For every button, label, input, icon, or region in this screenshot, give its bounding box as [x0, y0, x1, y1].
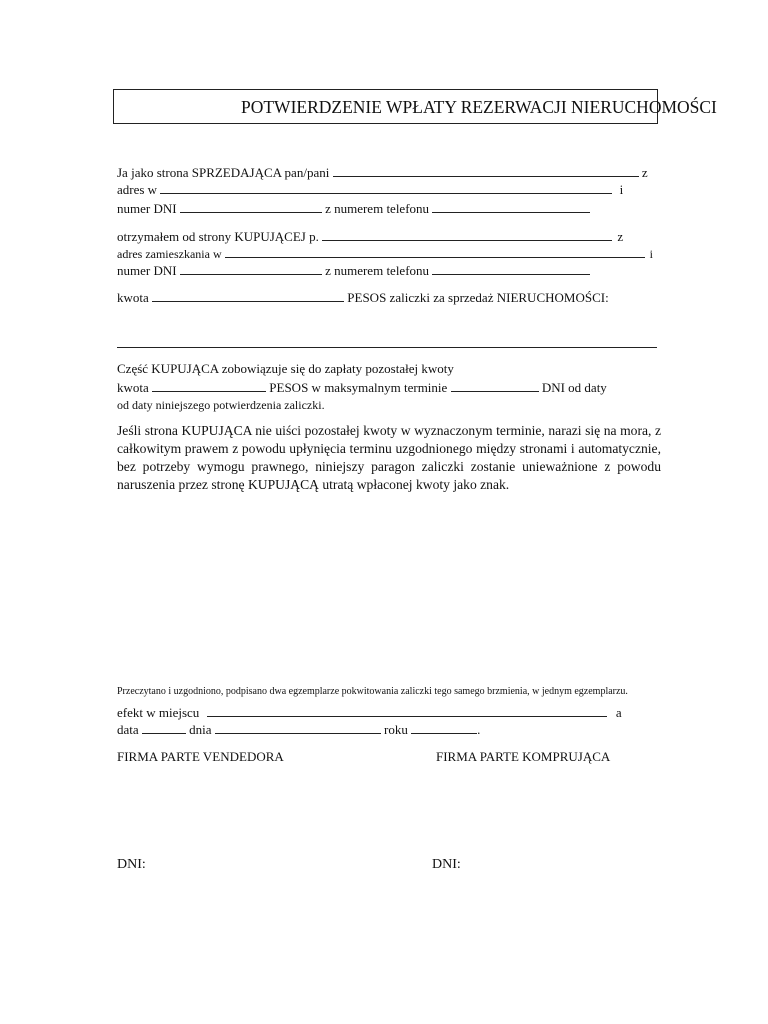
seller-line-3 [117, 200, 590, 217]
amount-suffix: PESOS zaliczki za sprzedaż NIERUCHOMOŚCI: [347, 290, 609, 305]
signing-day-field[interactable] [215, 721, 381, 734]
signing-note: Przeczytano i uzgodniono, podpisano dwa egzemplarze pokwitowania zaliczki tego samego brzmienia, w jednym egzemplarzu. [117, 686, 628, 697]
seller-signature-label: FIRMA PARTE VENDEDORA [117, 749, 284, 764]
buyer-line-3 [117, 262, 590, 279]
signing-date-label: data [117, 722, 139, 737]
buyer-dni-signature: DNI: [432, 857, 461, 872]
penalty-clause: Jeśli strona KUPUJĄCA nie uiści pozostałej kwoty w wyznaczonym terminie, narazi się na mora, z całkowitym prawem z powodu upłynięcia terminu uzgodnionego między stronami i automatycznie, bez potrzeby wymogu prawnego, niniejszy paragon zaliczki zostanie unieważnione z powodu naruszenia przez stronę KUPUJĄCĄ utratą wpłaconej kwoty jako znak. [117, 423, 661, 492]
buyer-signature-label: FIRMA PARTE KOMPRUJĄCA [436, 749, 611, 764]
buyer-name-suffix: z [617, 229, 624, 244]
buyer-phone-field[interactable] [432, 262, 590, 275]
signing-date-field[interactable] [142, 721, 186, 734]
remaining-days-suffix: DNI od daty [541, 380, 607, 395]
seller-name-suffix: z [641, 165, 648, 180]
seller-line-2 [117, 181, 623, 198]
seller-dni-field[interactable] [180, 200, 322, 213]
remaining-line-1: Część KUPUJĄCA zobowiązuje się do zapłaty pozostałej kwoty [117, 361, 454, 376]
amount-field[interactable] [152, 289, 344, 302]
seller-dni-signature: DNI: [117, 857, 146, 872]
seller-name-label: Ja jako strona SPRZEDAJĄCA pan/pani [117, 165, 330, 180]
blank-line-field[interactable] [117, 347, 657, 348]
remaining-days-field[interactable] [451, 379, 539, 392]
buyer-line-2 [117, 245, 653, 262]
signing-day-label: dnia [189, 722, 212, 737]
signing-place-field[interactable] [207, 704, 607, 717]
seller-line-1 [117, 164, 648, 181]
signing-date-end: . [477, 722, 481, 737]
buyer-address-field[interactable] [225, 245, 645, 258]
signing-place-label: efekt w miejscu [117, 705, 200, 720]
buyer-address-label: adres zamieszkania w [117, 247, 222, 261]
signing-date-line [117, 721, 480, 738]
remaining-amount-label: kwota [117, 380, 149, 395]
seller-address-field[interactable] [160, 181, 612, 194]
buyer-address-suffix: i [649, 247, 653, 261]
signing-place-line [117, 704, 622, 721]
signing-year-field[interactable] [411, 721, 477, 734]
seller-phone-field[interactable] [432, 200, 590, 213]
remaining-line-3: od daty niniejszego potwierdzenia zaliczki. [117, 398, 325, 412]
page-title: POTWIERDZENIE WPŁATY REZERWACJI NIERUCHOMOŚCI [241, 97, 717, 117]
amount-label: kwota [117, 290, 149, 305]
seller-dni-label: numer DNI [117, 201, 177, 216]
buyer-line-1 [117, 228, 623, 245]
remaining-line-2 [117, 379, 607, 396]
buyer-name-label: otrzymałem od strony KUPUJĄCEJ p. [117, 229, 319, 244]
buyer-phone-label: z numerem telefonu [325, 263, 430, 278]
buyer-dni-label: numer DNI [117, 263, 177, 278]
seller-name-field[interactable] [333, 164, 639, 177]
remaining-deadline-label: PESOS w maksymalnym terminie [269, 380, 448, 395]
seller-phone-label: z numerem telefonu [325, 201, 430, 216]
seller-address-suffix: i [619, 182, 624, 197]
buyer-name-field[interactable] [322, 228, 612, 241]
seller-address-label: adres w [117, 182, 158, 197]
amount-line [117, 289, 609, 306]
remaining-amount-field[interactable] [152, 379, 266, 392]
buyer-dni-field[interactable] [180, 262, 322, 275]
signing-year-label: roku [384, 722, 408, 737]
signing-place-suffix: a [615, 705, 622, 720]
